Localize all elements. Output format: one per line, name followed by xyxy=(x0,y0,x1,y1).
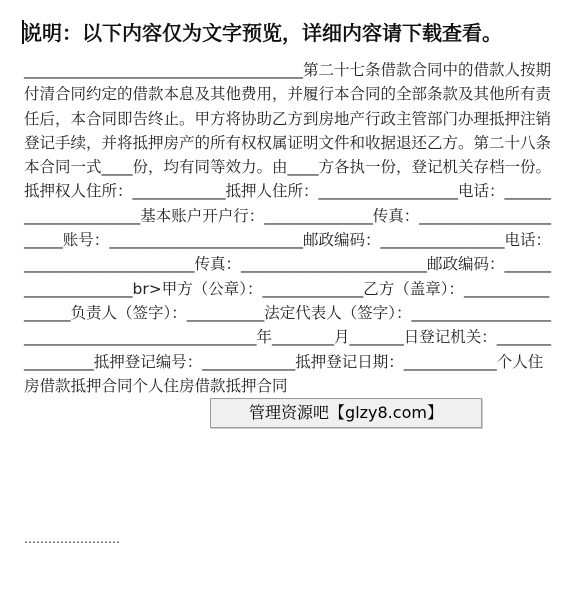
preview-notice: 说明：以下内容仅为文字预览，详细内容请下载查看。 xyxy=(22,21,502,45)
contract-body-text: ____________________________________第二十七条借款合同中的借款人按期付清合同约定的借款本息及其他费用，并履行本合同的全部条款及其他所有责任后，本合同即告终止。甲方将协助乙方到房地产行政主管部门办理抵押注销登记手续，并将抵押房产的所有权权属证明文件和收据退还乙方。第二十八条本合同一式____份，均有同等效力。由____方各执一份，登记机关存档一份。抵押权人住所：____________抵押人住所：__________________电话：_____________________基本账户开户行：______________传真：______________________账号：_________________________邮政编码：________________电话：______________________传真：________________________邮政编码：____________________br>甲方（公章）：_____________乙方（盖章）：_________________负责人（签字）：__________法定代表人（签字）：________________________________________________年________月_______日登记机关：________________抵押登记编号：____________抵押登记日期：____________个人住房借款抵押合同个人住房借款抵押合同 xyxy=(24,61,552,395)
site-watermark: 管理资源吧【glzy8.com】 xyxy=(210,398,482,428)
truncation-ellipsis: …………………… xyxy=(24,532,120,546)
